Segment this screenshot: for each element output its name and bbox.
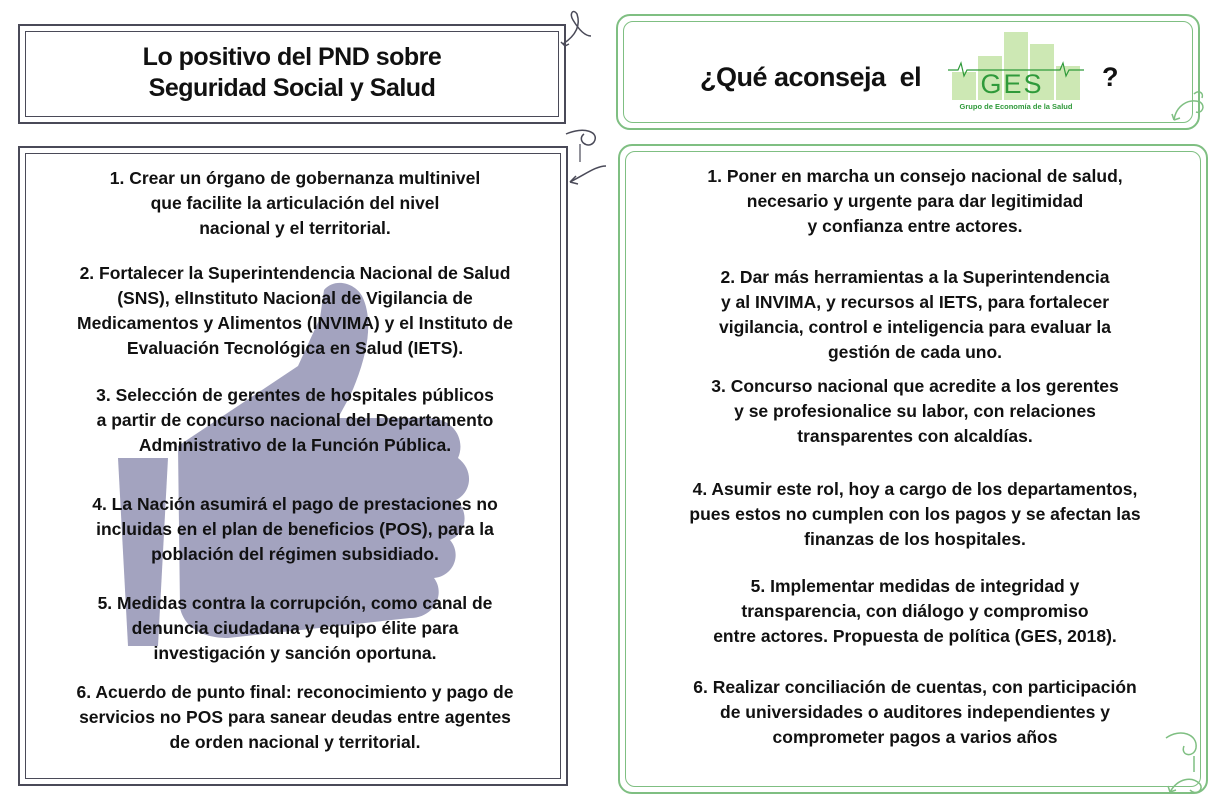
right-item-3: 3. Concurso nacional que acredite a los gerentes y se profesionalice su labor, con relaciones transparentes con alcaldías.	[711, 376, 1119, 446]
right-item-1: 1. Poner en marcha un consejo nacional de salud, necesario y urgente para dar legitimidad y confianza entre actores.	[707, 166, 1123, 236]
logo-word: GES	[980, 69, 1044, 99]
left-item-4: 4. La Nación asumirá el pago de prestaciones no incluidas en el plan de beneficios (POS), para la población del régimen subsidiado.	[92, 494, 498, 564]
left-item-2: 2. Fortalecer la Superintendencia Nacional de Salud (SNS), elInstituto Nacional de Vigilancia de Medicamentos y Alimentos (INVIMA) y el Instituto de Evaluación Tecnológica en Salud (IETS).	[77, 263, 513, 358]
flourish-icon	[1166, 84, 1210, 128]
left-item-1: 1. Crear un órgano de gobernanza multinivel que facilite la articulación del nivel nacional y el territorial.	[109, 168, 481, 238]
ges-logo	[948, 30, 1084, 112]
right-item-5: 5. Implementar medidas de integridad y transparencia, con diálogo y compromiso entre actores. Propuesta de política (GES, 2018).	[713, 576, 1117, 646]
right-item-4: 4. Asumir este rol, hoy a cargo de los departamentos, pues estos no cumplen con los pagos y se afectan las finanzas de los hospitales.	[689, 479, 1141, 549]
right-title-question-mark: ?	[1102, 62, 1118, 92]
right-title: ¿Qué aconseja el	[700, 62, 922, 92]
flourish-icon	[560, 126, 612, 190]
right-item-2: 2. Dar más herramientas a la Superintendencia y al INVIMA, y recursos al IETS, para fortalecer vigilancia, control e inteligencia para evaluar la gestión de cada uno.	[719, 267, 1111, 362]
logo-subtitle: Grupo de Economía de la Salud	[959, 102, 1073, 111]
right-item-6: 6. Realizar conciliación de cuentas, con participación de universidades o auditores independientes y comprometer pagos a varios años	[693, 677, 1137, 747]
left-title: Lo positivo del PND sobre Seguridad Social y Salud	[142, 43, 442, 102]
left-item-3: 3. Selección de gerentes de hospitales públicos a partir de concurso nacional del Departamento Administrativo de la Función Pública.	[96, 385, 494, 455]
left-item-5: 5. Medidas contra la corrupción, como canal de denuncia ciudadana y equipo élite para investigación y sanción oportuna.	[97, 593, 493, 663]
left-item-6: 6. Acuerdo de punto final: reconocimiento y pago de servicios no POS para sanear deudas entre agentes de orden nacional y territorial.	[76, 682, 514, 752]
